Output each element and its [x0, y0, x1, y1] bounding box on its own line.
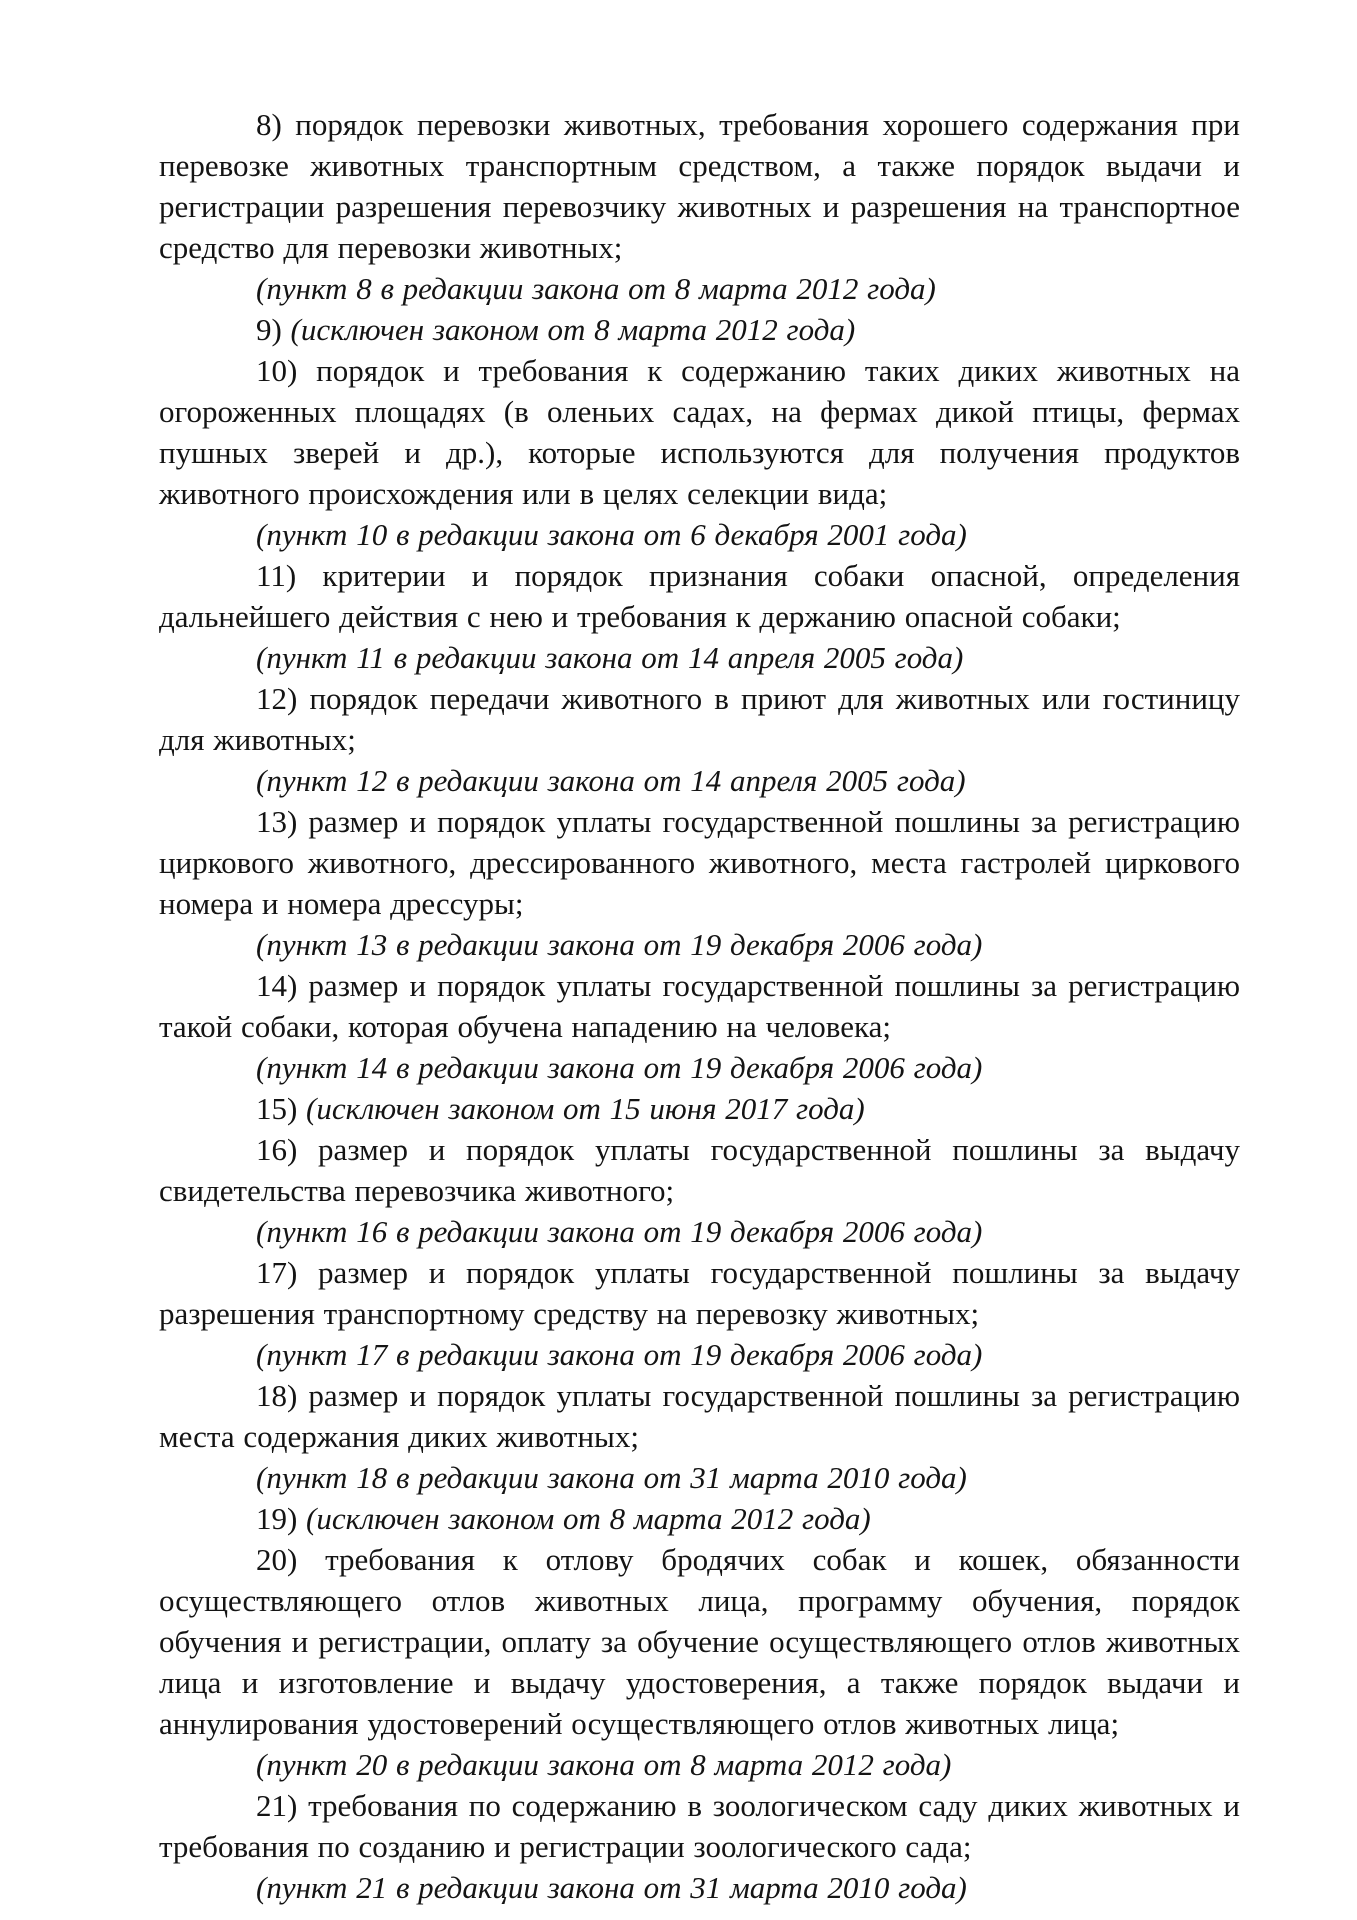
note-clause-20: (пункт 20 в редакции закона от 8 марта 2012 года) [256, 1747, 952, 1782]
note-clause-16: (пункт 16 в редакции закона от 19 декабря 2006 года) [256, 1214, 983, 1249]
clause-number: 15) [256, 1091, 298, 1126]
note-clause-18: (пункт 18 в редакции закона от 31 марта 2010 года) [256, 1460, 967, 1495]
clause-12: 12) порядок передачи животного в приют для животных или гостиницу для животных; [159, 681, 1240, 757]
text-block [159, 104, 1240, 1908]
excluded-clause-9 [159, 309, 1240, 350]
clause-14: 14) размер и порядок уплаты государственной пошлины за регистрацию такой собаки, которая обучена нападению на человека; [159, 968, 1240, 1044]
excluded-clause-15 [159, 1088, 1240, 1129]
clause-13: 13) размер и порядок уплаты государственной пошлины за регистрацию циркового животного, дрессированного животного, места гастролей циркового номера и номера дрессуры; [159, 804, 1240, 921]
note-clause-14: (пункт 14 в редакции закона от 19 декабря 2006 года) [256, 1050, 983, 1085]
clause-21: 21) требования по содержанию в зоологическом саду диких животных и требования по созданию и регистрации зоологического сада; [159, 1788, 1240, 1864]
clause-number: 9) [256, 312, 282, 347]
clause-8: 8) порядок перевозки животных, требования хорошего содержания при перевозке животных транспортным средством, а также порядок выдачи и регистрации разрешения перевозчику животных и разрешения на транспортное средство для перевозки животных; [159, 107, 1240, 265]
clause-20: 20) требования к отлову бродячих собак и кошек, обязанности осуществляющего отлов животных лица, программу обучения, порядок обучения и регистрации, оплату за обучение осуществляющего отлов животных лица и изготовление и выдачу удостоверения, а также порядок выдачи и аннулирования удостоверений осуществляющего отлов животных лица; [159, 1542, 1240, 1741]
note-clause-8: (пункт 8 в редакции закона от 8 марта 2012 года) [256, 271, 936, 306]
note-clause-13: (пункт 13 в редакции закона от 19 декабря 2006 года) [256, 927, 983, 962]
clause-number: 19) [256, 1501, 298, 1536]
clause-17: 17) размер и порядок уплаты государственной пошлины за выдачу разрешения транспортному средству на перевозку животных; [159, 1255, 1240, 1331]
excluded-clause-19 [159, 1498, 1240, 1539]
note-clause-12: (пункт 12 в редакции закона от 14 апреля 2005 года) [256, 763, 966, 798]
clause-16: 16) размер и порядок уплаты государственной пошлины за выдачу свидетельства перевозчика животного; [159, 1132, 1240, 1208]
clause-10: 10) порядок и требования к содержанию таких диких животных на огороженных площадях (в оленьих садах, на фермах дикой птицы, фермах пушных зверей и др.), которые используются для получения продуктов животного происхождения или в целях селекции вида; [159, 353, 1240, 511]
clause-11: 11) критерии и порядок признания собаки опасной, определения дальнейшего действия с нею и требования к держанию опасной собаки; [159, 558, 1240, 634]
excluded-note: (исключен законом от 15 июня 2017 года) [306, 1091, 865, 1126]
note-clause-17: (пункт 17 в редакции закона от 19 декабря 2006 года) [256, 1337, 983, 1372]
note-clause-10: (пункт 10 в редакции закона от 6 декабря 2001 года) [256, 517, 967, 552]
excluded-note: (исключен законом от 8 марта 2012 года) [290, 312, 856, 347]
note-clause-21: (пункт 21 в редакции закона от 31 марта 2010 года) [256, 1870, 967, 1905]
note-clause-11: (пункт 11 в редакции закона от 14 апреля 2005 года) [256, 640, 964, 675]
excluded-note: (исключен законом от 8 марта 2012 года) [306, 1501, 871, 1536]
clause-18: 18) размер и порядок уплаты государственной пошлины за регистрацию места содержания диких животных; [159, 1378, 1240, 1454]
